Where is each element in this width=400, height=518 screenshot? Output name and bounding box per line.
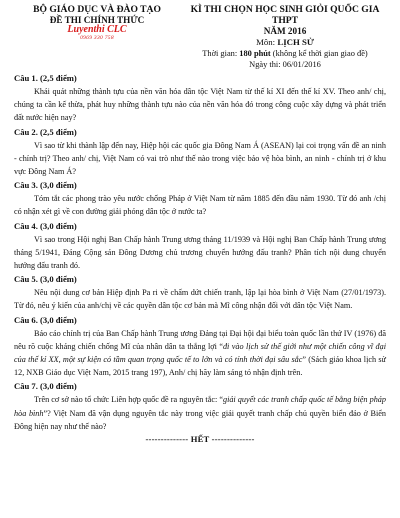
question-body: Khái quát những thành tựu của nền văn hóa dân tộc Việt Nam từ thế kỉ XI đến thế kỉ XV. Theo anh/ chị, chúng ta cần kế thừa, phát huy những thành tựu nào của nền văn hóa đó trong công cuộc xây dựng và phát triển đất nước hiện nay? xyxy=(14,87,386,123)
header-left xyxy=(14,4,180,70)
question-body: Tóm tắt các phong trào yêu nước chống Pháp ở Việt Nam từ năm 1885 đến đầu năm 1930. Từ đó anh /chị có nhận xét gì về con đường giải phóng dân tộc ở nước ta? xyxy=(14,194,386,217)
question-body: Vì sao từ khi thành lập đến nay, Hiệp hội các quốc gia Đông Nam Á (ASEAN) lại coi trọng vấn đề an ninh - chính trị? Theo anh/ chị, Việt Nam có vai trò như thế nào trong việc bảo vệ hòa bình, an ninh - chính trị ở khu vực Đông Nam Á? xyxy=(14,140,386,177)
question-2 xyxy=(14,127,386,179)
watermark-phone: 0969 330 758 xyxy=(80,35,114,41)
question-title: Câu 2. (2,5 điểm) xyxy=(14,126,77,137)
time-label: Thời gian: xyxy=(202,49,240,58)
header-right xyxy=(180,4,386,70)
question-body xyxy=(14,393,386,433)
time-value: 180 phút xyxy=(239,49,271,58)
question-body xyxy=(14,327,386,380)
question-3 xyxy=(14,180,386,218)
exam-duration xyxy=(184,48,386,59)
subject-value: LỊCH SỬ xyxy=(277,37,314,47)
exam-date: Ngày thi: 06/01/2016 xyxy=(249,60,321,69)
question-7 xyxy=(14,381,386,433)
ministry-name: BỘ GIÁO DỤC VÀ ĐÀO TẠO xyxy=(33,4,161,15)
question-body: Vì sao trong Hội nghị Ban Chấp hành Trung ương tháng 11/1939 và Hội nghị Ban Chấp hành Trung ương tháng 5/1941, Đảng Cộng sản Đông Dương chủ trương chuyển hướng đấu tranh? Phân tích nội dung chuyển hướng đấu tranh đó. xyxy=(14,234,386,271)
exam-title: KÌ THI CHỌN HỌC SINH GIỎI QUỐC GIA THPT xyxy=(190,4,380,26)
question-6 xyxy=(14,315,386,380)
question-title: Câu 4. (3,0 điểm) xyxy=(14,220,77,231)
question-title: Câu 7. (3,0 điểm) xyxy=(14,381,77,392)
question-title: Câu 3. (3,0 điểm) xyxy=(14,180,77,191)
question-quote: đi vào lịch sử thế giới như một chiến công vĩ đại của thế kỉ XX, một sự kiện có tầm quan trọng quốc tế to lớn và có tính thời đại sâu sắc xyxy=(14,341,386,365)
question-title: Câu 5. (3,0 điểm) xyxy=(14,274,77,285)
exam-subject xyxy=(184,37,386,48)
question-text: Trên cơ sở nào tổ chức Liên hợp quốc đề ra nguyên tắc: “ xyxy=(34,395,223,405)
question-text: ” (Sách giáo khoa lịch sử 12, NXB Giáo dục Việt Nam, 2015 trang 197), Anh/ chị hãy làm sáng tỏ nhận định trên. xyxy=(14,355,386,378)
document-header xyxy=(14,4,386,70)
question-list xyxy=(14,73,386,433)
end-marker: -------------- HẾT -------------- xyxy=(145,434,255,445)
question-title: Câu 1. (2,5 điểm) xyxy=(14,73,77,83)
watermark-brand: Luyenthi CLC xyxy=(67,24,127,35)
official-exam-label: ĐỀ THI CHÍNH THỨC xyxy=(49,15,145,25)
question-4 xyxy=(14,221,386,273)
question-text: ”? Việt Nam đã vận dụng nguyên tắc này trong việc giải quyết tranh chấp chủ quyền biển đảo ở Biển Đông hiện nay như thế nào? xyxy=(14,408,386,431)
question-quote: giải quyết các tranh chấp quốc tế bằng biện pháp hòa bình xyxy=(14,395,386,418)
exam-year: NĂM 2016 xyxy=(263,26,307,36)
time-note: (không kể thời gian giao đề) xyxy=(270,49,368,58)
question-5 xyxy=(14,274,386,312)
question-1 xyxy=(14,73,386,125)
question-body: Nêu nội dung cơ bản Hiệp định Pa ri về chấm dứt chiến tranh, lập lại hòa bình ở Việt Nam (27/01/1973). Từ đó, nêu ý kiến của anh/chị về các quyền dân tộc cơ bản mà Mĩ công nhận đối với dân tộc Việt Nam. xyxy=(14,288,386,311)
question-text: Báo cáo chính trị của Ban Chấp hành Trung ương Đảng tại Đại hội đại biểu toàn quốc lần thứ IV (1976) đã nêu rõ cuộc kháng chiến chống Mĩ của nhân dân ta thắng lợi “ xyxy=(14,328,386,351)
subject-label: Môn: xyxy=(256,37,278,47)
question-title: Câu 6. (3,0 điểm) xyxy=(14,314,77,325)
